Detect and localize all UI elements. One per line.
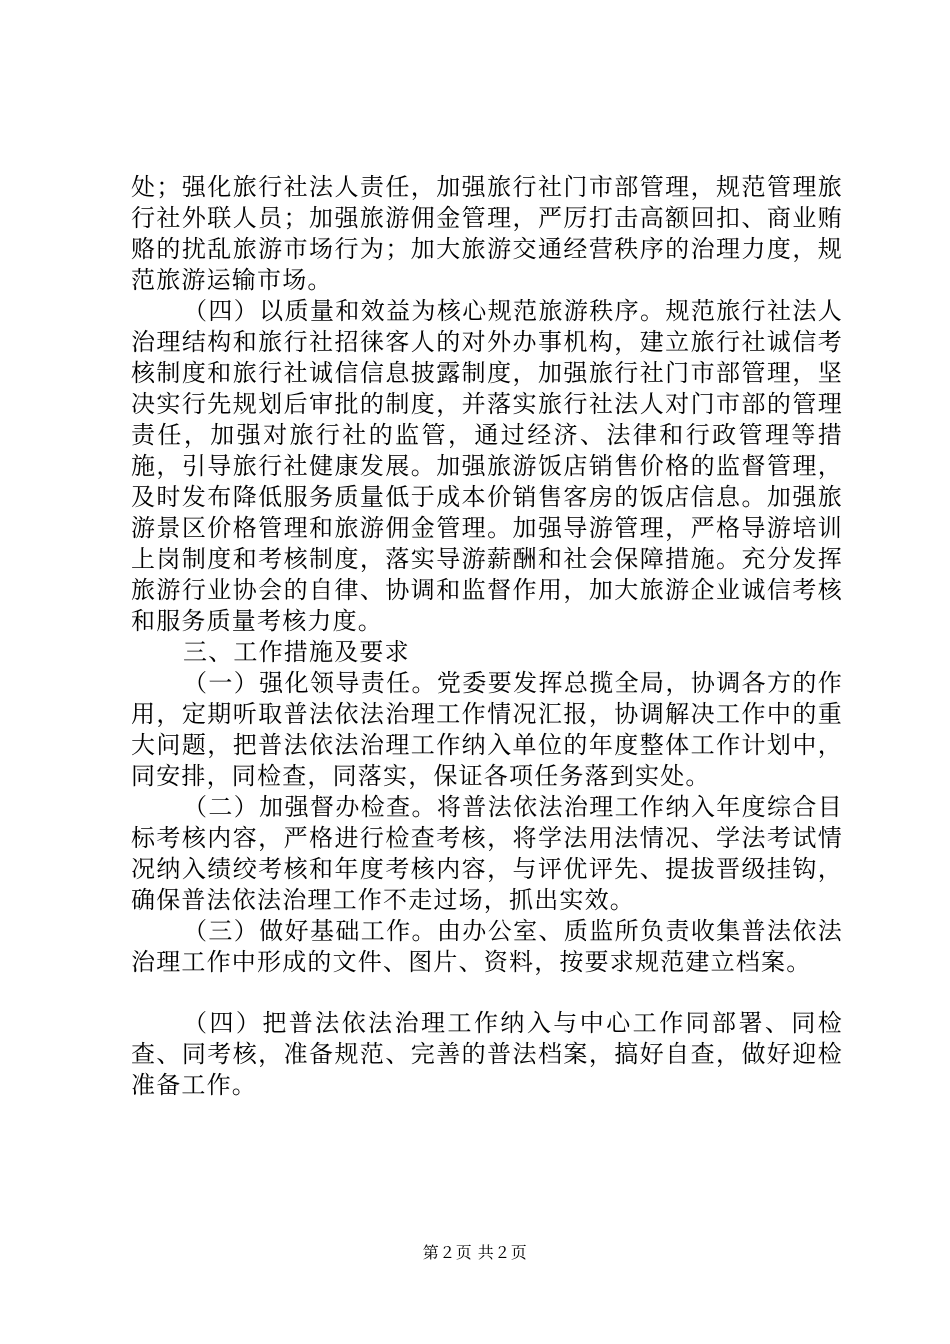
paragraph-integration: （四）把普法依法治理工作纳入与中心工作同部署、同检查、同考核，准备规范、完善的普法档案，搞好自查，做好迎检准备工作。 [131,1009,843,1099]
document-body [131,172,843,1101]
page-number-footer: 第２页 共２页 [422,1243,528,1262]
paragraph-supervision: （二）加强督办检查。将普法依法治理工作纳入年度综合目标考核内容，严格进行检查考核，将学法用法情况、学法考试情况纳入绩绞考核和年度考核内容，与评优评先、提拔晋级挂钩，确保普法依法治理工作不走过场，抓出实效。 [131,793,843,914]
paragraph-foundation-work: （三）做好基础工作。由办公室、质监所负责收集普法依法治理工作中形成的文件、图片、资料，按要求规范建立档案。 [131,917,843,976]
section-heading-measures: 三、工作措施及要求 [183,638,410,666]
paragraph-leadership: （一）强化领导责任。党委要发挥总揽全局，协调各方的作用，定期听取普法依法治理工作情况汇报，协调解决工作中的重大问题，把普法依法治理工作纳入单位的年度整体工作计划中，同安排，同检查，同落实，保证各项任务落到实处。 [131,669,843,790]
paragraph-tourism-order: （四）以质量和效益为核心规范旅游秩序。规范旅行社法人治理结构和旅行社招徕客人的对外办事机构，建立旅行社诚信考核制度和旅行社诚信信息披露制度，加强旅行社门市部管理，坚决实行先规划后审批的制度，并落实旅行社法人对门市部的管理责任，加强对旅行社的监管，通过经济、法律和行政管理等措施，引导旅行社健康发展。加强旅游饭店销售价格的监督管理，及时发布降低服务质量低于成本价销售客房的饭店信息。加强旅游景区价格管理和旅游佣金管理。加强导游管理，严格导游培训上岗制度和考核制度，落实导游薪酬和社会保障措施。充分发挥旅游行业协会的自律、协调和监督作用，加大旅游企业诚信考核和服务质量考核力度。 [131,297,843,635]
paragraph-continuation: 处；强化旅行社法人责任，加强旅行社门市部管理，规范管理旅行社外联人员；加强旅游佣金管理，严厉打击高额回扣、商业贿赂的扰乱旅游市场行为；加大旅游交通经营秩序的治理力度，规范旅游运输市场。 [131,173,843,294]
